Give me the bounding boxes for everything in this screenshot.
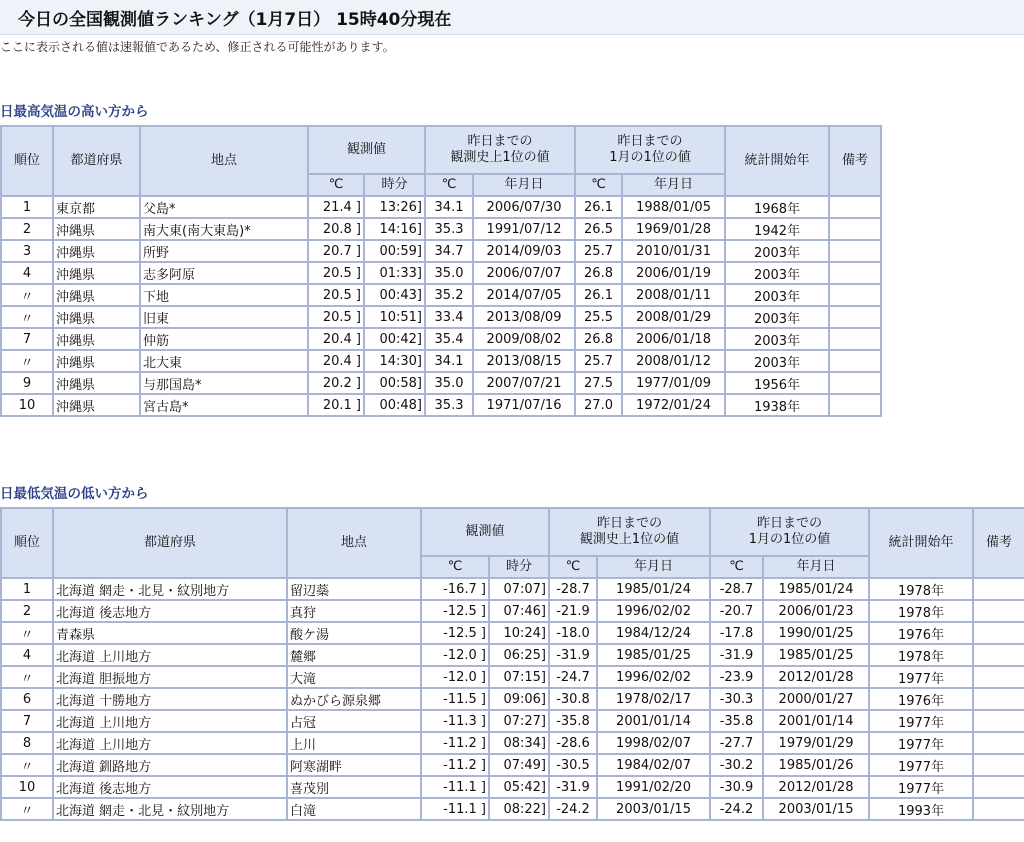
cell-start-year: 1976年 — [869, 622, 973, 644]
cell-start-year: 1976年 — [869, 688, 973, 710]
cell-prefecture: 沖縄県 — [53, 284, 140, 306]
cell-obs-time: 14:16] — [364, 218, 425, 240]
cell-rank: 〃 — [1, 622, 53, 644]
table-row — [1, 372, 881, 394]
high-temp-ranking-table — [0, 125, 882, 417]
cell-start-year: 2003年 — [725, 240, 829, 262]
col-stat-start-year: 統計開始年 — [869, 508, 973, 578]
cell-record-value: -18.0 — [549, 622, 597, 644]
cell-jan-record-date: 2006/01/19 — [622, 262, 725, 284]
cell-place: 喜茂別 — [287, 776, 421, 798]
sub-col-date: 年月日 — [597, 556, 710, 578]
cell-start-year: 1978年 — [869, 644, 973, 666]
cell-remarks — [829, 262, 881, 284]
table-row — [1, 798, 1024, 820]
cell-record-date: 2006/07/30 — [473, 196, 575, 218]
cell-obs-time: 00:48] — [364, 394, 425, 416]
cell-record-date: 2014/07/05 — [473, 284, 575, 306]
cell-place: 宮古島* — [140, 394, 308, 416]
cell-jan-record-date: 1988/01/05 — [622, 196, 725, 218]
cell-rank: 2 — [1, 600, 53, 622]
cell-remarks — [829, 328, 881, 350]
cell-obs-value: 20.8 ] — [308, 218, 364, 240]
cell-jan-record-date: 2012/01/28 — [763, 666, 869, 688]
cell-jan-record-value: -24.2 — [710, 798, 763, 820]
cell-jan-record-value: -27.7 — [710, 732, 763, 754]
cell-prefecture: 沖縄県 — [53, 372, 140, 394]
cell-obs-time: 10:24] — [489, 622, 549, 644]
cell-obs-value: -11.3 ] — [421, 710, 489, 732]
cell-obs-time: 07:46] — [489, 600, 549, 622]
cell-start-year: 2003年 — [725, 328, 829, 350]
cell-record-value: -24.2 — [549, 798, 597, 820]
cell-prefecture: 沖縄県 — [53, 218, 140, 240]
col-remarks: 備考 — [973, 508, 1024, 578]
cell-remarks — [829, 350, 881, 372]
cell-obs-value: -11.5 ] — [421, 688, 489, 710]
cell-jan-record-value: 25.5 — [575, 306, 622, 328]
cell-jan-record-date: 2010/01/31 — [622, 240, 725, 262]
cell-obs-time: 14:30] — [364, 350, 425, 372]
cell-prefecture: 北海道 上川地方 — [53, 710, 287, 732]
cell-prefecture: 北海道 上川地方 — [53, 732, 287, 754]
cell-start-year: 1977年 — [869, 754, 973, 776]
cell-place: 白滝 — [287, 798, 421, 820]
cell-record-date: 1998/02/07 — [597, 732, 710, 754]
cell-record-value: 34.1 — [425, 350, 473, 372]
table-row — [1, 284, 881, 306]
cell-record-value: -35.8 — [549, 710, 597, 732]
cell-rank: 1 — [1, 578, 53, 600]
col-observed: 観測値 — [308, 126, 425, 174]
cell-prefecture: 北海道 網走・北見・紋別地方 — [53, 798, 287, 820]
cell-prefecture: 北海道 網走・北見・紋別地方 — [53, 578, 287, 600]
cell-obs-value: -11.1 ] — [421, 776, 489, 798]
cell-prefecture: 北海道 後志地方 — [53, 600, 287, 622]
cell-start-year: 1942年 — [725, 218, 829, 240]
cell-jan-record-value: 26.8 — [575, 328, 622, 350]
cell-obs-time: 00:58] — [364, 372, 425, 394]
cell-prefecture: 北海道 上川地方 — [53, 644, 287, 666]
cell-jan-record-value: -31.9 — [710, 644, 763, 666]
cell-place: 父島* — [140, 196, 308, 218]
col-observed: 観測値 — [421, 508, 549, 556]
cell-record-value: -30.8 — [549, 688, 597, 710]
cell-record-value: 35.4 — [425, 328, 473, 350]
cell-place: 志多阿原 — [140, 262, 308, 284]
col-rank: 順位 — [1, 126, 53, 196]
cell-obs-value: 21.4 ] — [308, 196, 364, 218]
cell-rank: 〃 — [1, 350, 53, 372]
cell-prefecture: 沖縄県 — [53, 328, 140, 350]
col-place: 地点 — [287, 508, 421, 578]
cell-record-value: -28.6 — [549, 732, 597, 754]
table-row — [1, 644, 1024, 666]
table-row — [1, 688, 1024, 710]
cell-obs-time: 05:42] — [489, 776, 549, 798]
cell-remarks — [973, 732, 1024, 754]
col-stat-start-year: 統計開始年 — [725, 126, 829, 196]
table-row — [1, 196, 881, 218]
cell-prefecture: 沖縄県 — [53, 240, 140, 262]
cell-start-year: 1978年 — [869, 578, 973, 600]
cell-jan-record-value: -17.8 — [710, 622, 763, 644]
cell-start-year: 1977年 — [869, 776, 973, 798]
cell-start-year: 1956年 — [725, 372, 829, 394]
table-row — [1, 666, 1024, 688]
cell-record-value: -28.7 — [549, 578, 597, 600]
cell-prefecture: 北海道 胆振地方 — [53, 666, 287, 688]
cell-jan-record-value: 26.5 — [575, 218, 622, 240]
cell-obs-time: 09:06] — [489, 688, 549, 710]
cell-obs-value: 20.7 ] — [308, 240, 364, 262]
cell-record-date: 1978/02/17 — [597, 688, 710, 710]
cell-rank: 〃 — [1, 666, 53, 688]
cell-obs-time: 00:59] — [364, 240, 425, 262]
disclaimer-note: ここに表示される値は速報値であるため、修正される可能性があります。 — [0, 40, 395, 54]
cell-jan-record-value: 26.1 — [575, 284, 622, 306]
cell-obs-time: 00:43] — [364, 284, 425, 306]
col-prefecture: 都道府県 — [53, 126, 140, 196]
cell-remarks — [973, 666, 1024, 688]
cell-obs-value: 20.4 ] — [308, 328, 364, 350]
cell-obs-time: 10:51] — [364, 306, 425, 328]
cell-record-date: 1991/02/20 — [597, 776, 710, 798]
cell-place: 北大東 — [140, 350, 308, 372]
cell-rank: 4 — [1, 644, 53, 666]
table-row — [1, 776, 1024, 798]
col-record-all-time: 昨日までの 観測史上1位の値 — [425, 126, 575, 174]
cell-rank: 6 — [1, 688, 53, 710]
cell-record-date: 1991/07/12 — [473, 218, 575, 240]
cell-obs-value: 20.5 ] — [308, 284, 364, 306]
cell-jan-record-date: 1969/01/28 — [622, 218, 725, 240]
cell-jan-record-value: 27.0 — [575, 394, 622, 416]
cell-obs-time: 08:22] — [489, 798, 549, 820]
cell-place: 南大東(南大東島)* — [140, 218, 308, 240]
cell-prefecture: 沖縄県 — [53, 306, 140, 328]
cell-jan-record-value: 26.1 — [575, 196, 622, 218]
cell-jan-record-date: 2000/01/27 — [763, 688, 869, 710]
sub-col-time: 時分 — [364, 174, 425, 196]
cell-remarks — [829, 306, 881, 328]
cell-record-date: 1996/02/02 — [597, 666, 710, 688]
cell-prefecture: 北海道 後志地方 — [53, 776, 287, 798]
cell-jan-record-date: 2006/01/23 — [763, 600, 869, 622]
cell-place: 阿寒湖畔 — [287, 754, 421, 776]
cell-prefecture: 青森県 — [53, 622, 287, 644]
cell-jan-record-date: 2001/01/14 — [763, 710, 869, 732]
low-temp-section-title: 日最低気温の低い方から — [0, 486, 149, 502]
cell-obs-value: 20.2 ] — [308, 372, 364, 394]
cell-place: 下地 — [140, 284, 308, 306]
cell-jan-record-date: 2008/01/11 — [622, 284, 725, 306]
cell-place: 留辺蘂 — [287, 578, 421, 600]
cell-place: 麓郷 — [287, 644, 421, 666]
cell-obs-time: 00:42] — [364, 328, 425, 350]
col-remarks: 備考 — [829, 126, 881, 196]
cell-remarks — [829, 240, 881, 262]
table-row — [1, 622, 1024, 644]
cell-start-year: 1993年 — [869, 798, 973, 820]
cell-obs-value: -12.0 ] — [421, 666, 489, 688]
high-temp-section-title: 日最高気温の高い方から — [0, 104, 149, 120]
cell-rank: 〃 — [1, 754, 53, 776]
cell-jan-record-date: 1985/01/24 — [763, 578, 869, 600]
cell-obs-value: -11.2 ] — [421, 754, 489, 776]
cell-remarks — [973, 776, 1024, 798]
cell-jan-record-date: 2008/01/12 — [622, 350, 725, 372]
sub-col-deg: ℃ — [710, 556, 763, 578]
cell-record-date: 2003/01/15 — [597, 798, 710, 820]
cell-jan-record-value: 27.5 — [575, 372, 622, 394]
cell-record-value: 35.3 — [425, 218, 473, 240]
cell-record-value: 35.2 — [425, 284, 473, 306]
cell-obs-time: 08:34] — [489, 732, 549, 754]
sub-col-date: 年月日 — [622, 174, 725, 196]
cell-record-date: 1984/02/07 — [597, 754, 710, 776]
cell-record-value: 35.3 — [425, 394, 473, 416]
cell-remarks — [973, 578, 1024, 600]
cell-record-value: 34.7 — [425, 240, 473, 262]
cell-jan-record-date: 2003/01/15 — [763, 798, 869, 820]
cell-jan-record-date: 1985/01/26 — [763, 754, 869, 776]
cell-rank: 10 — [1, 776, 53, 798]
cell-record-date: 2006/07/07 — [473, 262, 575, 284]
cell-jan-record-date: 1977/01/09 — [622, 372, 725, 394]
cell-obs-value: -12.5 ] — [421, 600, 489, 622]
col-place: 地点 — [140, 126, 308, 196]
cell-remarks — [829, 394, 881, 416]
page-title: 今日の全国観測値ランキング（1月7日） 15時40分現在 — [18, 9, 452, 30]
col-prefecture: 都道府県 — [53, 508, 287, 578]
cell-obs-value: 20.4 ] — [308, 350, 364, 372]
cell-remarks — [973, 622, 1024, 644]
cell-record-value: 33.4 — [425, 306, 473, 328]
cell-record-date: 2013/08/09 — [473, 306, 575, 328]
cell-record-date: 1996/02/02 — [597, 600, 710, 622]
cell-record-date: 1984/12/24 — [597, 622, 710, 644]
cell-obs-value: 20.5 ] — [308, 306, 364, 328]
cell-obs-value: 20.1 ] — [308, 394, 364, 416]
cell-obs-time: 07:49] — [489, 754, 549, 776]
cell-start-year: 1977年 — [869, 710, 973, 732]
cell-record-value: -24.7 — [549, 666, 597, 688]
cell-rank: 1 — [1, 196, 53, 218]
cell-place: 占冠 — [287, 710, 421, 732]
cell-prefecture: 東京都 — [53, 196, 140, 218]
cell-start-year: 2003年 — [725, 284, 829, 306]
table-row — [1, 306, 881, 328]
cell-obs-time: 07:07] — [489, 578, 549, 600]
cell-start-year: 2003年 — [725, 350, 829, 372]
cell-obs-value: 20.5 ] — [308, 262, 364, 284]
cell-obs-time: 07:15] — [489, 666, 549, 688]
table-row — [1, 262, 881, 284]
cell-jan-record-date: 1979/01/29 — [763, 732, 869, 754]
table-row — [1, 394, 881, 416]
cell-jan-record-date: 1972/01/24 — [622, 394, 725, 416]
table-row — [1, 218, 881, 240]
cell-jan-record-value: -23.9 — [710, 666, 763, 688]
cell-place: 真狩 — [287, 600, 421, 622]
col-record-january: 昨日までの 1月の1位の値 — [710, 508, 869, 556]
table-row — [1, 600, 1024, 622]
cell-obs-value: -16.7 ] — [421, 578, 489, 600]
cell-rank: 9 — [1, 372, 53, 394]
cell-obs-time: 13:26] — [364, 196, 425, 218]
cell-prefecture: 北海道 十勝地方 — [53, 688, 287, 710]
cell-place: 所野 — [140, 240, 308, 262]
cell-rank: 3 — [1, 240, 53, 262]
cell-rank: 〃 — [1, 306, 53, 328]
sub-col-date: 年月日 — [473, 174, 575, 196]
cell-rank: 8 — [1, 732, 53, 754]
page-title-bar — [0, 0, 1024, 35]
cell-jan-record-value: -30.3 — [710, 688, 763, 710]
cell-rank: 7 — [1, 328, 53, 350]
cell-record-date: 1971/07/16 — [473, 394, 575, 416]
sub-col-deg: ℃ — [421, 556, 489, 578]
cell-record-date: 1985/01/25 — [597, 644, 710, 666]
cell-record-date: 2014/09/03 — [473, 240, 575, 262]
cell-place: 旧東 — [140, 306, 308, 328]
table-row — [1, 240, 881, 262]
table-row — [1, 578, 1024, 600]
cell-start-year: 2003年 — [725, 306, 829, 328]
cell-place: 大滝 — [287, 666, 421, 688]
cell-remarks — [973, 688, 1024, 710]
cell-remarks — [829, 284, 881, 306]
cell-place: 上川 — [287, 732, 421, 754]
cell-obs-time: 07:27] — [489, 710, 549, 732]
cell-jan-record-value: -20.7 — [710, 600, 763, 622]
cell-remarks — [973, 600, 1024, 622]
sub-col-date: 年月日 — [763, 556, 869, 578]
cell-start-year: 1968年 — [725, 196, 829, 218]
col-record-january: 昨日までの 1月の1位の値 — [575, 126, 725, 174]
cell-remarks — [973, 754, 1024, 776]
sub-col-deg: ℃ — [425, 174, 473, 196]
cell-rank: 〃 — [1, 284, 53, 306]
table-row — [1, 754, 1024, 776]
cell-obs-value: -11.1 ] — [421, 798, 489, 820]
cell-record-value: -21.9 — [549, 600, 597, 622]
cell-place: 仲筋 — [140, 328, 308, 350]
cell-start-year: 1977年 — [869, 666, 973, 688]
cell-record-value: 35.0 — [425, 372, 473, 394]
low-temp-ranking-table — [0, 507, 1024, 821]
cell-jan-record-value: -30.2 — [710, 754, 763, 776]
cell-start-year: 2003年 — [725, 262, 829, 284]
cell-rank: 10 — [1, 394, 53, 416]
cell-remarks — [973, 710, 1024, 732]
cell-remarks — [829, 372, 881, 394]
cell-start-year: 1978年 — [869, 600, 973, 622]
cell-rank: 2 — [1, 218, 53, 240]
cell-jan-record-value: 25.7 — [575, 240, 622, 262]
cell-rank: 4 — [1, 262, 53, 284]
sub-col-deg: ℃ — [549, 556, 597, 578]
cell-record-date: 2009/08/02 — [473, 328, 575, 350]
cell-remarks — [973, 644, 1024, 666]
cell-start-year: 1977年 — [869, 732, 973, 754]
cell-record-value: -31.9 — [549, 644, 597, 666]
cell-record-value: 35.0 — [425, 262, 473, 284]
cell-jan-record-value: 26.8 — [575, 262, 622, 284]
cell-jan-record-value: 25.7 — [575, 350, 622, 372]
col-record-all-time: 昨日までの 観測史上1位の値 — [549, 508, 710, 556]
cell-prefecture: 沖縄県 — [53, 262, 140, 284]
cell-prefecture: 北海道 釧路地方 — [53, 754, 287, 776]
table-row — [1, 328, 881, 350]
cell-obs-time: 06:25] — [489, 644, 549, 666]
cell-jan-record-date: 2006/01/18 — [622, 328, 725, 350]
table-row — [1, 710, 1024, 732]
cell-obs-value: -12.0 ] — [421, 644, 489, 666]
cell-record-value: -31.9 — [549, 776, 597, 798]
cell-start-year: 1938年 — [725, 394, 829, 416]
cell-place: 与那国島* — [140, 372, 308, 394]
cell-obs-time: 01:33] — [364, 262, 425, 284]
cell-record-date: 2001/01/14 — [597, 710, 710, 732]
sub-col-deg: ℃ — [308, 174, 364, 196]
cell-jan-record-value: -28.7 — [710, 578, 763, 600]
cell-record-value: 34.1 — [425, 196, 473, 218]
cell-obs-value: -11.2 ] — [421, 732, 489, 754]
cell-record-date: 2013/08/15 — [473, 350, 575, 372]
cell-rank: 7 — [1, 710, 53, 732]
cell-jan-record-value: -30.9 — [710, 776, 763, 798]
cell-remarks — [829, 196, 881, 218]
cell-jan-record-value: -35.8 — [710, 710, 763, 732]
sub-col-deg: ℃ — [575, 174, 622, 196]
cell-place: ぬかびら源泉郷 — [287, 688, 421, 710]
cell-record-date: 1985/01/24 — [597, 578, 710, 600]
table-row — [1, 350, 881, 372]
table-row — [1, 732, 1024, 754]
cell-jan-record-date: 1990/01/25 — [763, 622, 869, 644]
cell-record-value: -30.5 — [549, 754, 597, 776]
sub-col-time: 時分 — [489, 556, 549, 578]
cell-obs-value: -12.5 ] — [421, 622, 489, 644]
cell-jan-record-date: 2012/01/28 — [763, 776, 869, 798]
cell-record-date: 2007/07/21 — [473, 372, 575, 394]
cell-place: 酸ケ湯 — [287, 622, 421, 644]
cell-rank: 〃 — [1, 798, 53, 820]
cell-prefecture: 沖縄県 — [53, 350, 140, 372]
cell-jan-record-date: 2008/01/29 — [622, 306, 725, 328]
cell-jan-record-date: 1985/01/25 — [763, 644, 869, 666]
cell-remarks — [973, 798, 1024, 820]
col-rank: 順位 — [1, 508, 53, 578]
cell-prefecture: 沖縄県 — [53, 394, 140, 416]
cell-remarks — [829, 218, 881, 240]
